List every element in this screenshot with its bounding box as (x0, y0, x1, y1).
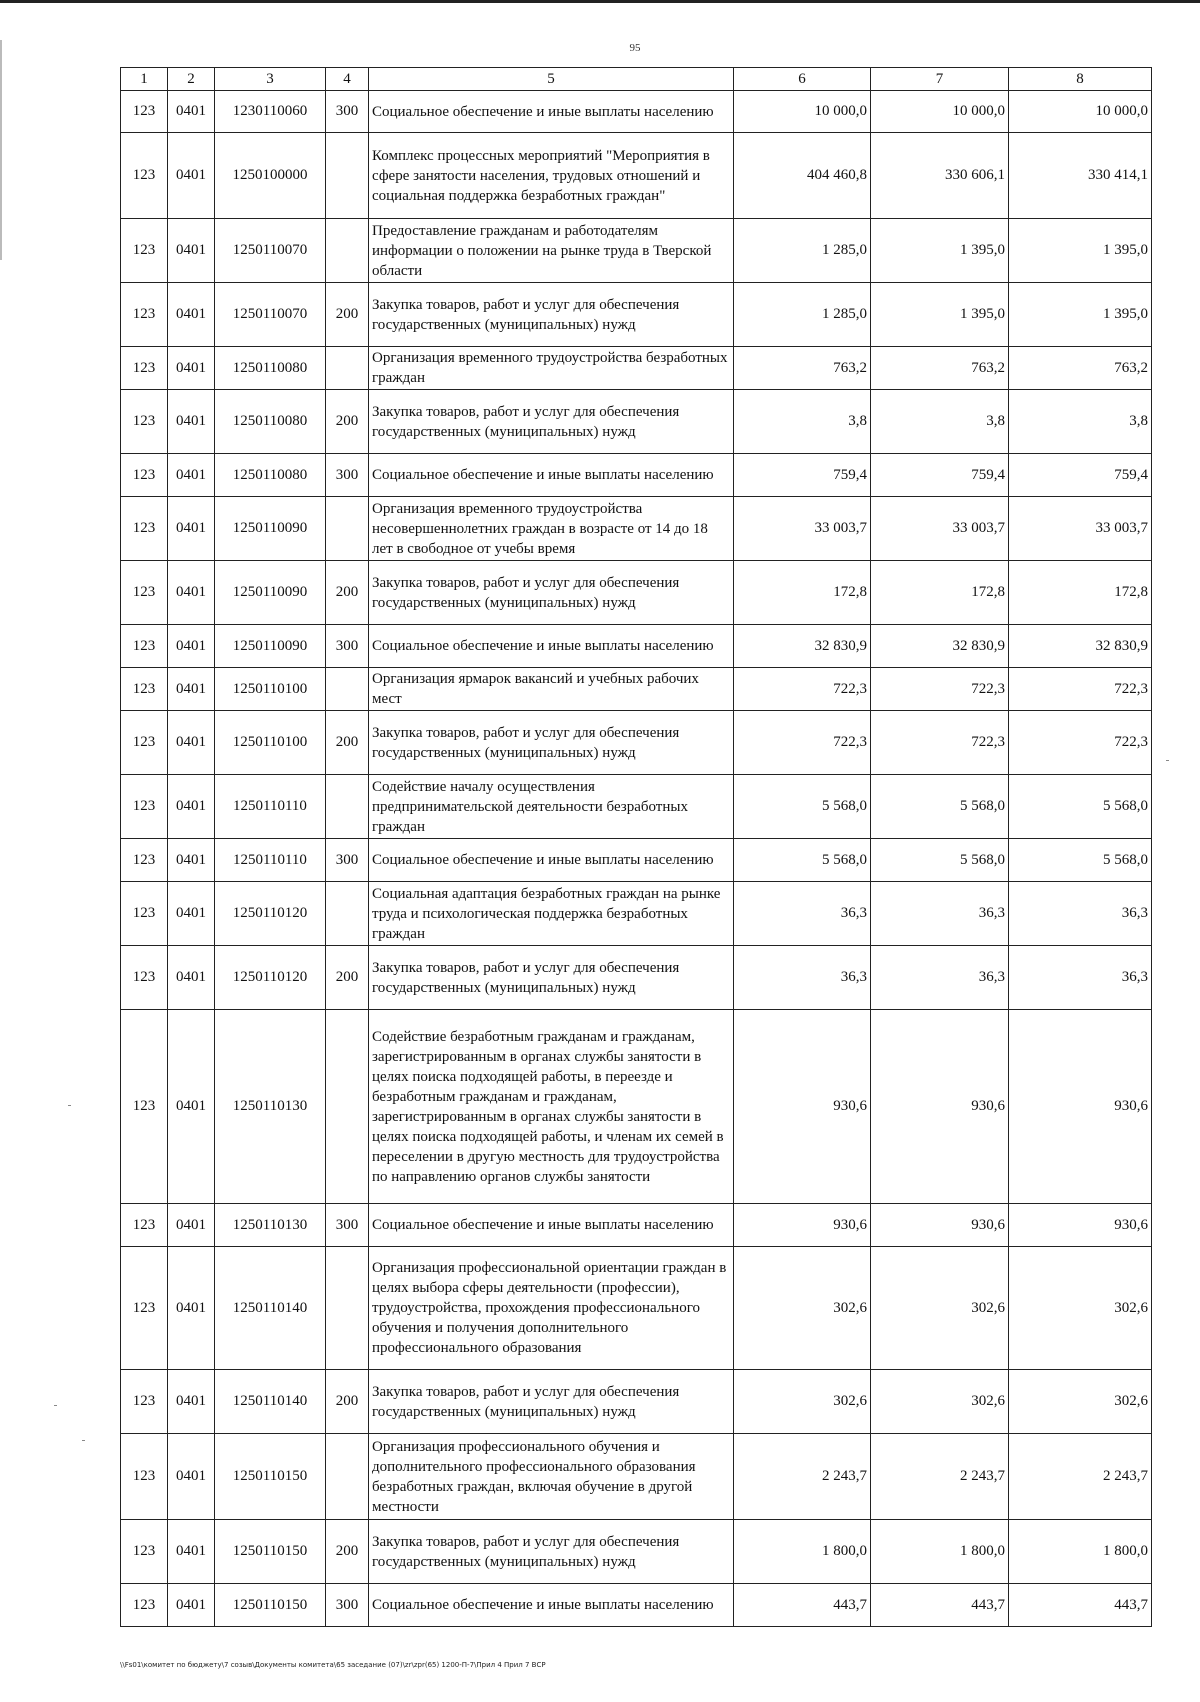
cell-value-7: 5 568,0 (871, 839, 1009, 882)
cell-admin-code: 123 (121, 668, 168, 711)
scan-speck (1166, 760, 1169, 761)
cell-expense-type (326, 775, 369, 839)
table-row (121, 1370, 1152, 1434)
cell-value-7: 302,6 (871, 1247, 1009, 1370)
cell-expense-type: 300 (326, 1584, 369, 1627)
cell-expense-type: 200 (326, 390, 369, 454)
budget-table (120, 67, 1152, 1627)
cell-expense-type (326, 1247, 369, 1370)
cell-admin-code: 123 (121, 219, 168, 283)
cell-admin-code: 123 (121, 711, 168, 775)
cell-description: Содействие началу осуществления предпринимательской деятельности безработных граждан (369, 775, 734, 839)
cell-description: Предоставление гражданам и работодателям информации о положении на рынке труда в Тверской области (369, 219, 734, 283)
cell-expense-type: 300 (326, 839, 369, 882)
table-row (121, 1204, 1152, 1247)
cell-value-7: 1 395,0 (871, 219, 1009, 283)
cell-value-6: 443,7 (734, 1584, 871, 1627)
cell-expense-type (326, 882, 369, 946)
cell-value-6: 759,4 (734, 454, 871, 497)
cell-section-code: 0401 (168, 497, 215, 561)
cell-admin-code: 123 (121, 133, 168, 219)
table-row (121, 625, 1152, 668)
table-row (121, 1247, 1152, 1370)
cell-value-7: 2 243,7 (871, 1434, 1009, 1520)
cell-value-8: 36,3 (1009, 946, 1152, 1010)
cell-value-6: 10 000,0 (734, 91, 871, 133)
cell-description: Социальное обеспечение и иные выплаты населению (369, 839, 734, 882)
cell-expense-type: 200 (326, 711, 369, 775)
cell-section-code: 0401 (168, 1204, 215, 1247)
cell-value-8: 5 568,0 (1009, 775, 1152, 839)
cell-section-code: 0401 (168, 711, 215, 775)
cell-value-8: 722,3 (1009, 711, 1152, 775)
cell-expense-type: 300 (326, 625, 369, 668)
cell-expense-type: 200 (326, 561, 369, 625)
cell-admin-code: 123 (121, 1520, 168, 1584)
cell-description: Организация профессиональной ориентации граждан в целях выбора сферы деятельности (профессии), трудоустройства, прохождения профессионального обучения и получения дополнительного профессионального образования (369, 1247, 734, 1370)
cell-value-7: 722,3 (871, 668, 1009, 711)
cell-value-7: 763,2 (871, 347, 1009, 390)
cell-value-6: 722,3 (734, 711, 871, 775)
cell-value-8: 1 800,0 (1009, 1520, 1152, 1584)
table-row (121, 1434, 1152, 1520)
cell-target-article: 1250100000 (215, 133, 326, 219)
table-row (121, 390, 1152, 454)
cell-expense-type (326, 133, 369, 219)
cell-value-6: 763,2 (734, 347, 871, 390)
cell-admin-code: 123 (121, 91, 168, 133)
cell-description: Закупка товаров, работ и услуг для обеспечения государственных (муниципальных) нужд (369, 1370, 734, 1434)
cell-expense-type: 200 (326, 946, 369, 1010)
cell-target-article: 1250110080 (215, 390, 326, 454)
table-row (121, 775, 1152, 839)
cell-value-6: 930,6 (734, 1010, 871, 1204)
table-row (121, 219, 1152, 283)
cell-description: Социальное обеспечение и иные выплаты населению (369, 1204, 734, 1247)
cell-value-8: 33 003,7 (1009, 497, 1152, 561)
cell-target-article: 1250110140 (215, 1370, 326, 1434)
cell-expense-type (326, 1434, 369, 1520)
table-row (121, 946, 1152, 1010)
cell-value-8: 330 414,1 (1009, 133, 1152, 219)
cell-value-7: 722,3 (871, 711, 1009, 775)
cell-admin-code: 123 (121, 839, 168, 882)
cell-admin-code: 123 (121, 1010, 168, 1204)
cell-value-7: 930,6 (871, 1204, 1009, 1247)
cell-value-8: 2 243,7 (1009, 1434, 1152, 1520)
cell-expense-type (326, 497, 369, 561)
column-header-6: 6 (734, 68, 871, 91)
scan-edge-mark (0, 40, 2, 260)
table-row (121, 497, 1152, 561)
cell-description: Организация временного трудоустройства несовершеннолетних граждан в возрасте от 14 до 18 лет в свободное от учебы время (369, 497, 734, 561)
cell-section-code: 0401 (168, 283, 215, 347)
cell-value-7: 5 568,0 (871, 775, 1009, 839)
cell-value-6: 3,8 (734, 390, 871, 454)
cell-section-code: 0401 (168, 133, 215, 219)
cell-target-article: 1250110120 (215, 882, 326, 946)
cell-section-code: 0401 (168, 1520, 215, 1584)
cell-value-8: 5 568,0 (1009, 839, 1152, 882)
cell-value-7: 36,3 (871, 882, 1009, 946)
cell-expense-type (326, 668, 369, 711)
cell-section-code: 0401 (168, 1010, 215, 1204)
cell-description: Организация ярмарок вакансий и учебных рабочих мест (369, 668, 734, 711)
column-header-8: 8 (1009, 68, 1152, 91)
cell-description: Социальное обеспечение и иные выплаты населению (369, 625, 734, 668)
cell-value-7: 930,6 (871, 1010, 1009, 1204)
cell-description: Социальное обеспечение и иные выплаты населению (369, 91, 734, 133)
cell-admin-code: 123 (121, 882, 168, 946)
cell-admin-code: 123 (121, 497, 168, 561)
cell-section-code: 0401 (168, 390, 215, 454)
cell-target-article: 1250110100 (215, 668, 326, 711)
cell-value-6: 2 243,7 (734, 1434, 871, 1520)
cell-value-6: 36,3 (734, 882, 871, 946)
cell-section-code: 0401 (168, 219, 215, 283)
cell-admin-code: 123 (121, 1434, 168, 1520)
cell-description: Закупка товаров, работ и услуг для обеспечения государственных (муниципальных) нужд (369, 946, 734, 1010)
cell-target-article: 1250110090 (215, 625, 326, 668)
cell-admin-code: 123 (121, 1204, 168, 1247)
cell-value-6: 302,6 (734, 1370, 871, 1434)
table-row (121, 668, 1152, 711)
cell-value-6: 1 285,0 (734, 219, 871, 283)
cell-value-6: 5 568,0 (734, 775, 871, 839)
cell-expense-type (326, 219, 369, 283)
cell-value-6: 302,6 (734, 1247, 871, 1370)
cell-value-7: 10 000,0 (871, 91, 1009, 133)
cell-value-8: 1 395,0 (1009, 219, 1152, 283)
column-header-7: 7 (871, 68, 1009, 91)
cell-value-6: 722,3 (734, 668, 871, 711)
scan-speck (68, 1105, 71, 1106)
table-row (121, 839, 1152, 882)
cell-section-code: 0401 (168, 839, 215, 882)
cell-value-7: 33 003,7 (871, 497, 1009, 561)
cell-target-article: 1250110130 (215, 1204, 326, 1247)
cell-value-8: 763,2 (1009, 347, 1152, 390)
cell-expense-type (326, 347, 369, 390)
cell-description: Закупка товаров, работ и услуг для обеспечения государственных (муниципальных) нужд (369, 283, 734, 347)
cell-value-7: 302,6 (871, 1370, 1009, 1434)
cell-value-7: 330 606,1 (871, 133, 1009, 219)
cell-section-code: 0401 (168, 1247, 215, 1370)
cell-description: Содействие безработным гражданам и гражданам, зарегистрированным в органах службы занятости в целях поиска подходящей работы, в переезде и безработным гражданам и гражданам, зарегистрированным в органах службы занятости в целях поиска подходящей работы, и членам их семей в переселении в другую местность для трудоустройства по направлению органов службы занятости (369, 1010, 734, 1204)
cell-admin-code: 123 (121, 454, 168, 497)
column-header-2: 2 (168, 68, 215, 91)
page-top-border (0, 0, 1200, 3)
cell-target-article: 1250110120 (215, 946, 326, 1010)
cell-target-article: 1250110130 (215, 1010, 326, 1204)
page-number: 95 (629, 42, 641, 54)
cell-admin-code: 123 (121, 390, 168, 454)
cell-section-code: 0401 (168, 775, 215, 839)
cell-target-article: 1250110150 (215, 1584, 326, 1627)
table-row (121, 561, 1152, 625)
cell-section-code: 0401 (168, 561, 215, 625)
cell-admin-code: 123 (121, 625, 168, 668)
cell-value-6: 5 568,0 (734, 839, 871, 882)
column-header-3: 3 (215, 68, 326, 91)
cell-value-8: 32 830,9 (1009, 625, 1152, 668)
cell-target-article: 1250110110 (215, 775, 326, 839)
cell-section-code: 0401 (168, 1434, 215, 1520)
cell-description: Закупка товаров, работ и услуг для обеспечения государственных (муниципальных) нужд (369, 561, 734, 625)
cell-expense-type: 200 (326, 1520, 369, 1584)
cell-value-8: 722,3 (1009, 668, 1152, 711)
cell-value-6: 172,8 (734, 561, 871, 625)
cell-value-7: 759,4 (871, 454, 1009, 497)
cell-admin-code: 123 (121, 775, 168, 839)
column-header-1: 1 (121, 68, 168, 91)
cell-target-article: 1250110070 (215, 283, 326, 347)
cell-value-8: 1 395,0 (1009, 283, 1152, 347)
cell-description: Закупка товаров, работ и услуг для обеспечения государственных (муниципальных) нужд (369, 1520, 734, 1584)
cell-admin-code: 123 (121, 1247, 168, 1370)
table-row (121, 91, 1152, 133)
cell-value-8: 10 000,0 (1009, 91, 1152, 133)
cell-section-code: 0401 (168, 91, 215, 133)
file-path-footer: \\Fs01\комитет по бюджету\7 созыв\Документы комитета\65 заседание (07)\zr\zpr(65) 1200-П-7\Прил 4 Прил 7 ВСР (120, 1661, 546, 1669)
cell-section-code: 0401 (168, 1584, 215, 1627)
cell-admin-code: 123 (121, 1584, 168, 1627)
cell-target-article: 1250110080 (215, 454, 326, 497)
cell-expense-type: 300 (326, 454, 369, 497)
cell-admin-code: 123 (121, 561, 168, 625)
cell-value-8: 302,6 (1009, 1247, 1152, 1370)
cell-target-article: 1250110070 (215, 219, 326, 283)
cell-expense-type: 200 (326, 1370, 369, 1434)
cell-value-6: 32 830,9 (734, 625, 871, 668)
cell-description: Организация профессионального обучения и дополнительного профессионального образования безработных граждан, включая обучение в другой местности (369, 1434, 734, 1520)
cell-target-article: 1250110150 (215, 1434, 326, 1520)
cell-value-6: 1 285,0 (734, 283, 871, 347)
scan-speck (54, 1405, 57, 1406)
cell-value-6: 930,6 (734, 1204, 871, 1247)
table-row (121, 283, 1152, 347)
cell-expense-type: 200 (326, 283, 369, 347)
cell-section-code: 0401 (168, 668, 215, 711)
cell-target-article: 1230110060 (215, 91, 326, 133)
cell-value-8: 302,6 (1009, 1370, 1152, 1434)
table-row (121, 1010, 1152, 1204)
cell-description: Социальное обеспечение и иные выплаты населению (369, 1584, 734, 1627)
cell-expense-type: 300 (326, 1204, 369, 1247)
cell-value-8: 172,8 (1009, 561, 1152, 625)
cell-expense-type: 300 (326, 91, 369, 133)
cell-section-code: 0401 (168, 625, 215, 668)
cell-expense-type (326, 1010, 369, 1204)
cell-value-8: 930,6 (1009, 1204, 1152, 1247)
cell-description: Организация временного трудоустройства безработных граждан (369, 347, 734, 390)
cell-target-article: 1250110140 (215, 1247, 326, 1370)
table-row (121, 454, 1152, 497)
cell-value-7: 1 395,0 (871, 283, 1009, 347)
cell-section-code: 0401 (168, 454, 215, 497)
cell-description: Социальная адаптация безработных граждан на рынке труда и психологическая поддержка безработных граждан (369, 882, 734, 946)
cell-value-6: 36,3 (734, 946, 871, 1010)
cell-value-8: 3,8 (1009, 390, 1152, 454)
cell-value-7: 36,3 (871, 946, 1009, 1010)
cell-value-6: 33 003,7 (734, 497, 871, 561)
cell-value-8: 36,3 (1009, 882, 1152, 946)
cell-section-code: 0401 (168, 347, 215, 390)
table-row (121, 133, 1152, 219)
cell-description: Закупка товаров, работ и услуг для обеспечения государственных (муниципальных) нужд (369, 390, 734, 454)
table-row (121, 1520, 1152, 1584)
table-header-row (121, 68, 1152, 91)
cell-value-7: 443,7 (871, 1584, 1009, 1627)
table-row (121, 347, 1152, 390)
cell-description: Закупка товаров, работ и услуг для обеспечения государственных (муниципальных) нужд (369, 711, 734, 775)
cell-value-7: 32 830,9 (871, 625, 1009, 668)
cell-description: Комплекс процессных мероприятий "Мероприятия в сфере занятости населения, трудовых отношений и социальная поддержка безработных граждан" (369, 133, 734, 219)
cell-target-article: 1250110100 (215, 711, 326, 775)
cell-value-6: 404 460,8 (734, 133, 871, 219)
table-row (121, 1584, 1152, 1627)
table-row (121, 711, 1152, 775)
cell-admin-code: 123 (121, 1370, 168, 1434)
cell-value-6: 1 800,0 (734, 1520, 871, 1584)
cell-target-article: 1250110090 (215, 497, 326, 561)
cell-section-code: 0401 (168, 882, 215, 946)
cell-value-8: 759,4 (1009, 454, 1152, 497)
column-header-4: 4 (326, 68, 369, 91)
cell-value-7: 3,8 (871, 390, 1009, 454)
cell-value-7: 1 800,0 (871, 1520, 1009, 1584)
cell-target-article: 1250110110 (215, 839, 326, 882)
cell-value-8: 443,7 (1009, 1584, 1152, 1627)
table-row (121, 882, 1152, 946)
cell-target-article: 1250110150 (215, 1520, 326, 1584)
cell-admin-code: 123 (121, 347, 168, 390)
column-header-5: 5 (369, 68, 734, 91)
cell-value-8: 930,6 (1009, 1010, 1152, 1204)
cell-target-article: 1250110080 (215, 347, 326, 390)
scan-speck (82, 1440, 85, 1441)
cell-section-code: 0401 (168, 946, 215, 1010)
cell-target-article: 1250110090 (215, 561, 326, 625)
cell-section-code: 0401 (168, 1370, 215, 1434)
cell-admin-code: 123 (121, 946, 168, 1010)
cell-admin-code: 123 (121, 283, 168, 347)
cell-value-7: 172,8 (871, 561, 1009, 625)
cell-description: Социальное обеспечение и иные выплаты населению (369, 454, 734, 497)
